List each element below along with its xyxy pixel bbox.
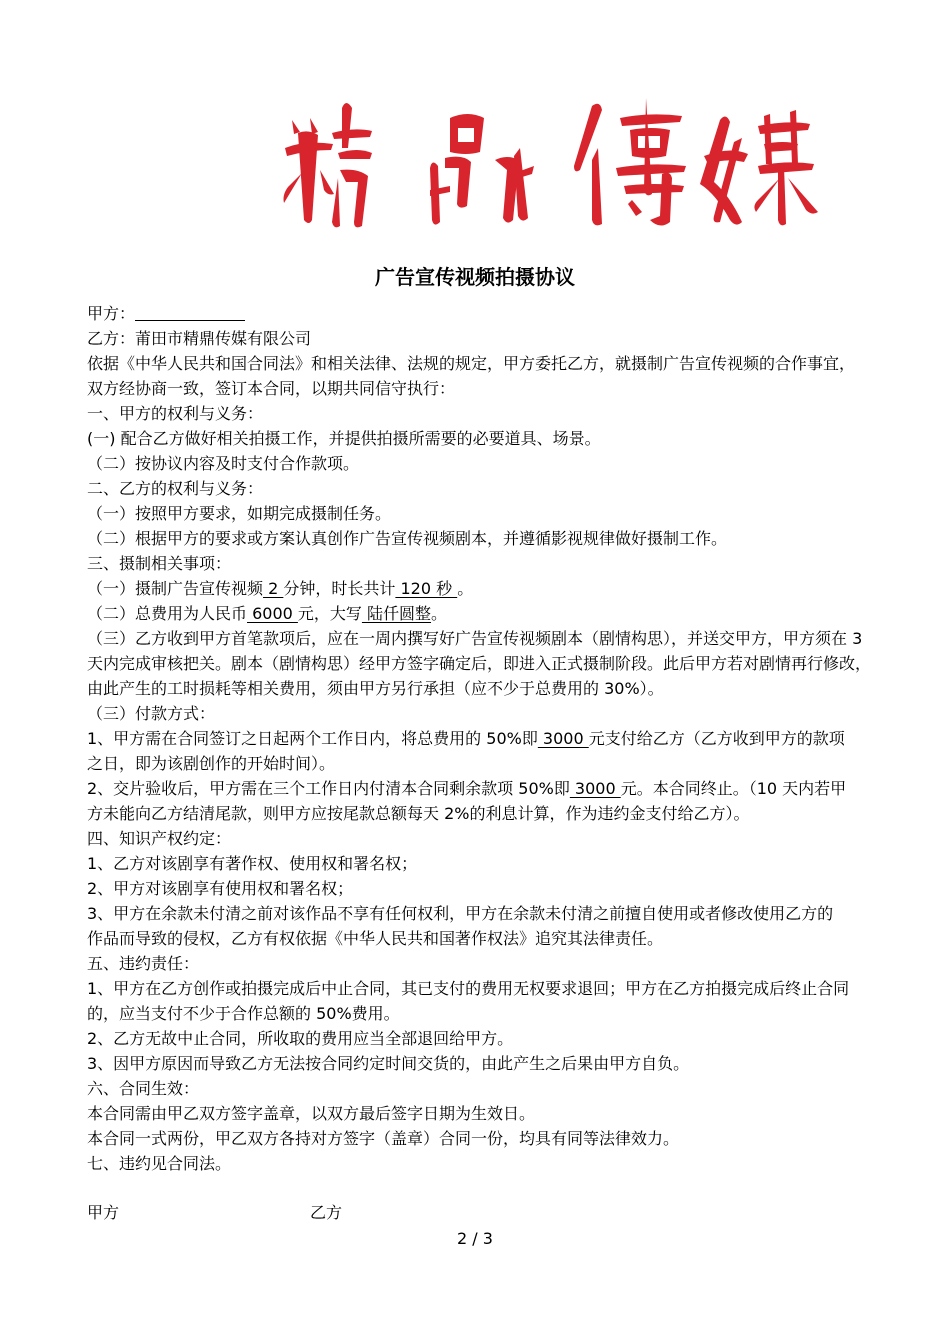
item-2-text-a: （二）总费用为人民币: [87, 604, 248, 623]
section-3-item-1: [87, 576, 877, 601]
party-a-blank: [135, 304, 245, 321]
payment-1-line-1: [87, 726, 877, 751]
section-4-line-4: 作品而导致的侵权，乙方有权依据《中华人民共和国著作权法》追究其法律责任。: [87, 929, 664, 948]
payment-2-text-a: 2、交片验收后，甲方需在三个工作日内付清本合同剩余款项 50%即: [87, 779, 570, 798]
payment-1-line-2: 之日，即为该剧创作的开始时间）。: [87, 754, 336, 773]
final-payment-amount: 3000: [569, 779, 621, 798]
section-6-line-1: 本合同需由甲乙双方签字盖章，以双方最后签字日期为生效日。: [87, 1104, 536, 1123]
section-3-item-3-line-2: 天内完成审核把关。剧本（剧情构思）经甲方签字确定后，即进入正式摄制阶段。此后甲方若对剧情再行修改，: [87, 654, 872, 673]
party-a-label: 甲方：: [87, 304, 136, 323]
section-5-line-1: 1、甲方在乙方创作或拍摄完成后中止合同，其已支付的费用无权要求退回；甲方在乙方拍摄完成后终止合同: [87, 979, 850, 998]
intro-line-2: 双方经协商一致，签订本合同，以期共同信守执行：: [87, 379, 456, 398]
video-count: 2: [263, 579, 284, 598]
payment-2-text-b: 元。本合同终止。（10 天内若甲: [620, 779, 847, 798]
intro-line-1: 依据《中华人民共和国合同法》和相关法律、法规的规定，甲方委托乙方，就摄制广告宣传视频的合作事宜，: [87, 354, 856, 373]
signature-party-b: 乙方: [310, 1203, 343, 1222]
item-1-text-c: 。: [457, 579, 474, 598]
section-6-line-2: 本合同一式两份，甲乙双方各持对方签字（盖章）合同一份，均具有同等法律效力。: [87, 1129, 680, 1148]
item-2-text-b: 元，大写: [297, 604, 362, 623]
payment-1-text-a: 1、甲方需在合同签订之日起两个工作日内，将总费用的 50%即: [87, 729, 538, 748]
section-5-line-4: 3、因甲方原因而导致乙方无法按合同约定时间交货的，由此产生之后果由甲方自负。: [87, 1054, 690, 1073]
section-2-heading: 二、乙方的权利与义务：: [87, 479, 264, 498]
section-6-heading: 六、合同生效：: [87, 1079, 200, 1098]
section-4-line-1: 1、乙方对该剧享有著作权、使用权和署名权；: [87, 854, 418, 873]
video-duration: 120 秒: [395, 579, 458, 598]
payment-heading: （三）付款方式：: [87, 704, 216, 723]
section-1-item-2: （二）按协议内容及时支付合作款项。: [87, 454, 360, 473]
payment-1-text-b: 元支付给乙方（乙方收到甲方的款项: [588, 729, 845, 748]
page-number: 2 / 3: [457, 1229, 493, 1248]
section-5-line-2: 的，应当支付不少于合作总额的 50%费用。: [87, 1004, 400, 1023]
party-a-line: [87, 301, 877, 326]
first-payment-amount: 3000: [537, 729, 589, 748]
section-7-heading: 七、违约见合同法。: [87, 1154, 232, 1173]
section-3-heading: 三、摄制相关事项：: [87, 554, 232, 573]
section-3-item-3-line-3: 由此产生的工时损耗等相关费用，须由甲方另行承担（应不少于总费用的 30%）。: [87, 679, 664, 698]
section-3-item-3-line-1: （三）乙方收到甲方首笔款项后，应在一周内撰写好广告宣传视频剧本（剧情构思），并送交甲方，甲方须在 3: [87, 629, 863, 648]
document-title: 广告宣传视频拍摄协议: [375, 265, 575, 289]
section-3-item-2: [87, 601, 877, 626]
section-2-item-2: （二）根据甲方的要求或方案认真创作广告宣传视频剧本，并遵循影视规律做好摄制工作。: [87, 529, 728, 548]
section-4-line-2: 2、甲方对该剧享有使用权和署名权；: [87, 879, 354, 898]
section-1-heading: 一、甲方的权利与义务：: [87, 404, 264, 423]
section-1-item-1: (一) 配合乙方做好相关拍摄工作，并提供拍摄所需要的必要道具、场景。: [87, 429, 601, 448]
item-1-text-a: （一）摄制广告宣传视频: [87, 579, 264, 598]
contract-body: [87, 301, 877, 1176]
payment-2-line-2: 方未能向乙方结清尾款，则甲方应按尾款总额每天 2%的利息计算，作为违约金支付给乙方）。: [87, 804, 750, 823]
payment-2-line-1: [87, 776, 877, 801]
section-5-heading: 五、违约责任：: [87, 954, 200, 973]
signature-party-a: 甲方: [87, 1203, 120, 1222]
total-amount-capital: 陆仟圆整: [361, 604, 432, 623]
party-b-line: 乙方：莆田市精鼎传媒有限公司: [87, 329, 312, 348]
item-2-text-c: 。: [431, 604, 448, 623]
item-1-text-b: 分钟，时长共计: [283, 579, 396, 598]
company-logo: [280, 78, 840, 228]
section-4-heading: 四、知识产权约定：: [87, 829, 232, 848]
logo-calligraphy: [280, 78, 840, 228]
section-5-line-3: 2、乙方无故中止合同，所收取的费用应当全部退回给甲方。: [87, 1029, 514, 1048]
section-2-item-1: （一）按照甲方要求，如期完成摄制任务。: [87, 504, 392, 523]
total-amount: 6000: [247, 604, 298, 623]
section-4-line-3: 3、甲方在余款未付清之前对该作品不享有任何权利，甲方在余款未付清之前擅自使用或者修改使用乙方的: [87, 904, 834, 923]
